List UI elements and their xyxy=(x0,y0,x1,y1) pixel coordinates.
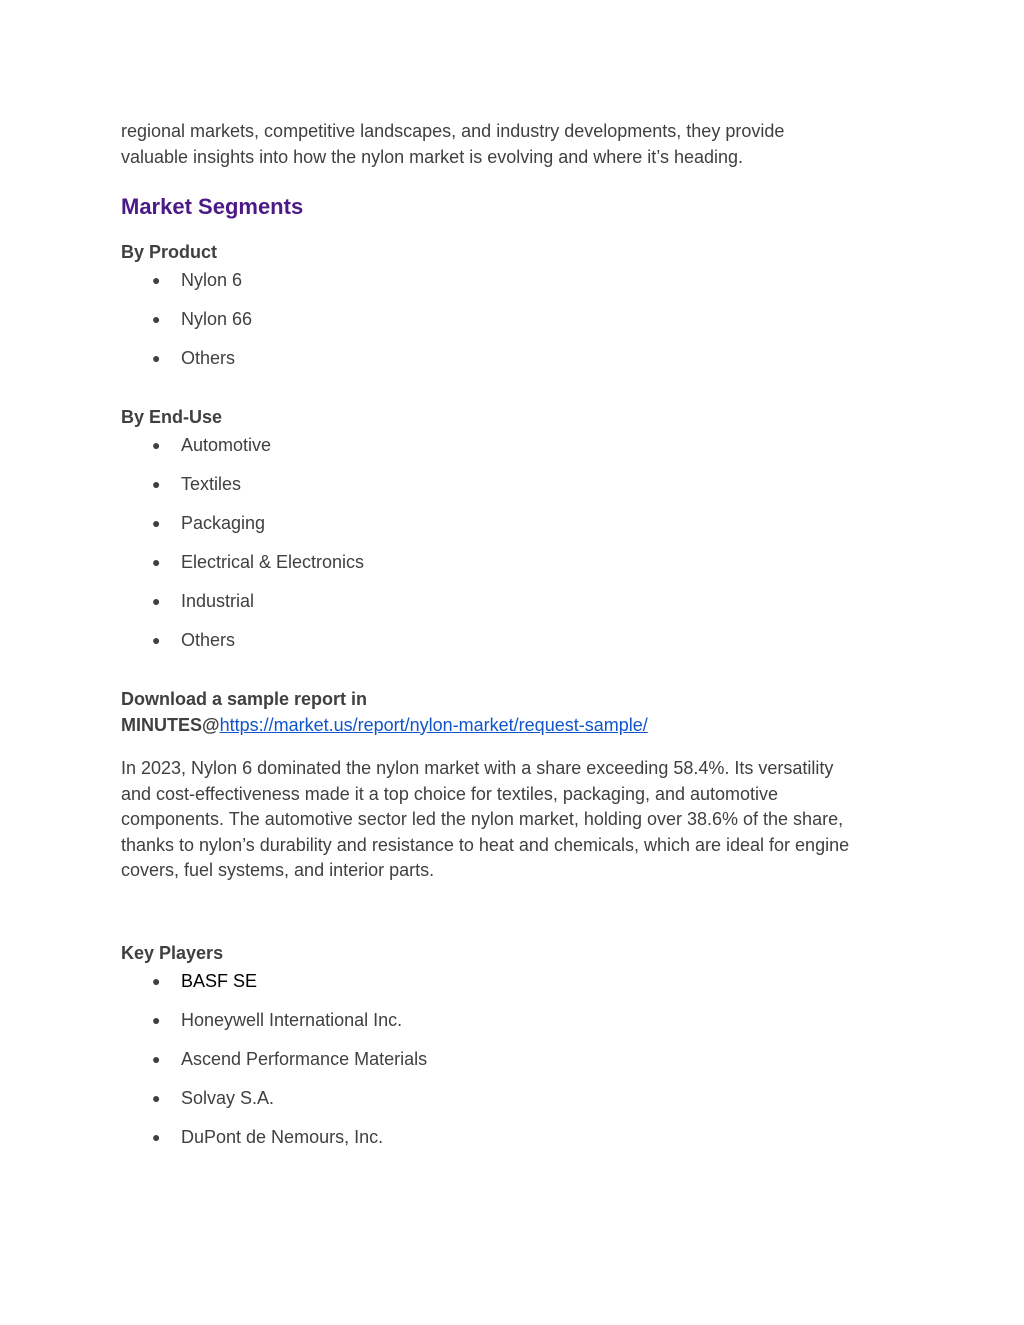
list-item-label: Others xyxy=(181,630,236,650)
list-item-label: Textiles xyxy=(181,474,242,494)
intro-line-2: valuable insights into how the nylon market is evolving and where it’s heading. xyxy=(121,146,744,167)
list-item-label: Honeywell International Inc. xyxy=(181,1009,403,1030)
bullet-icon: ● xyxy=(152,1128,161,1145)
bullet-icon: ● xyxy=(152,554,161,570)
list-item-label: Packaging xyxy=(181,513,266,533)
list-item xyxy=(121,628,911,652)
summary-line-2: and cost-effectiveness made it a top choice for textiles, packaging, and automotive xyxy=(121,783,779,804)
list-item-label: Industrial xyxy=(181,591,255,611)
list-item-label: Others xyxy=(181,348,236,368)
list-item xyxy=(121,346,911,370)
list-item xyxy=(121,1047,911,1071)
market-segments-title: Market Segments xyxy=(121,194,304,219)
bullet-icon: ● xyxy=(152,476,161,492)
summary-line-5: covers, fuel systems, and interior parts. xyxy=(121,860,435,880)
bullet-icon: ● xyxy=(152,515,161,531)
bullet-icon: ● xyxy=(152,350,161,366)
document-page xyxy=(121,119,911,1149)
bullet-icon: ● xyxy=(152,632,161,648)
list-item-label: Automotive xyxy=(181,435,272,455)
list-item xyxy=(121,1086,911,1110)
list-item xyxy=(121,969,911,993)
list-item xyxy=(121,472,911,496)
intro-paragraph xyxy=(121,119,911,170)
bullet-icon: ● xyxy=(152,272,161,288)
list-item-label: Ascend Performance Materials xyxy=(181,1048,428,1069)
list-item xyxy=(121,1008,911,1032)
bullet-icon: ● xyxy=(152,1050,161,1067)
list-item xyxy=(121,1125,911,1149)
by-end-use-heading: By End-Use xyxy=(121,407,223,427)
summary-line-3: components. The automotive sector led the nylon market, holding over 38.6% of the share, xyxy=(121,809,844,829)
list-item xyxy=(121,550,911,574)
download-prefix: MINUTES@ xyxy=(121,714,220,735)
by-product-heading: By Product xyxy=(121,242,218,262)
list-item-label: Nylon 6 xyxy=(181,270,243,290)
bullet-icon: ● xyxy=(152,1011,161,1028)
list-item xyxy=(121,268,911,292)
list-item-label: Solvay S.A. xyxy=(181,1087,275,1108)
bullet-icon: ● xyxy=(152,1089,161,1106)
download-line-1: Download a sample report in xyxy=(121,689,368,709)
list-item-label: Electrical & Electronics xyxy=(181,552,365,572)
bullet-icon: ● xyxy=(152,972,161,989)
list-item xyxy=(121,589,911,613)
list-item xyxy=(121,307,911,331)
summary-line-1: In 2023, Nylon 6 dominated the nylon market with a share exceeding 58.4%. Its versatility xyxy=(121,758,834,778)
summary-line-4: thanks to nylon’s durability and resistance to heat and chemicals, which are ideal for engine xyxy=(121,834,850,855)
summary-paragraph xyxy=(121,756,911,884)
download-sample-paragraph xyxy=(121,687,911,738)
by-end-use-list xyxy=(121,433,911,652)
list-item-label: DuPont de Nemours, Inc. xyxy=(181,1126,384,1147)
key-players-heading: Key Players xyxy=(121,942,224,963)
intro-line-1: regional markets, competitive landscapes, and industry developments, they provide xyxy=(121,121,785,141)
bullet-icon: ● xyxy=(152,593,161,609)
list-item-label: BASF SE xyxy=(181,970,258,991)
list-item xyxy=(121,511,911,535)
list-item-label: Nylon 66 xyxy=(181,309,253,329)
request-sample-link[interactable]: https://market.us/report/nylon-market/request-sample/ xyxy=(219,714,648,735)
bullet-icon: ● xyxy=(152,437,161,453)
list-item xyxy=(121,433,911,457)
by-product-list xyxy=(121,268,911,370)
bullet-icon: ● xyxy=(152,311,161,327)
key-players-list xyxy=(121,969,911,1149)
